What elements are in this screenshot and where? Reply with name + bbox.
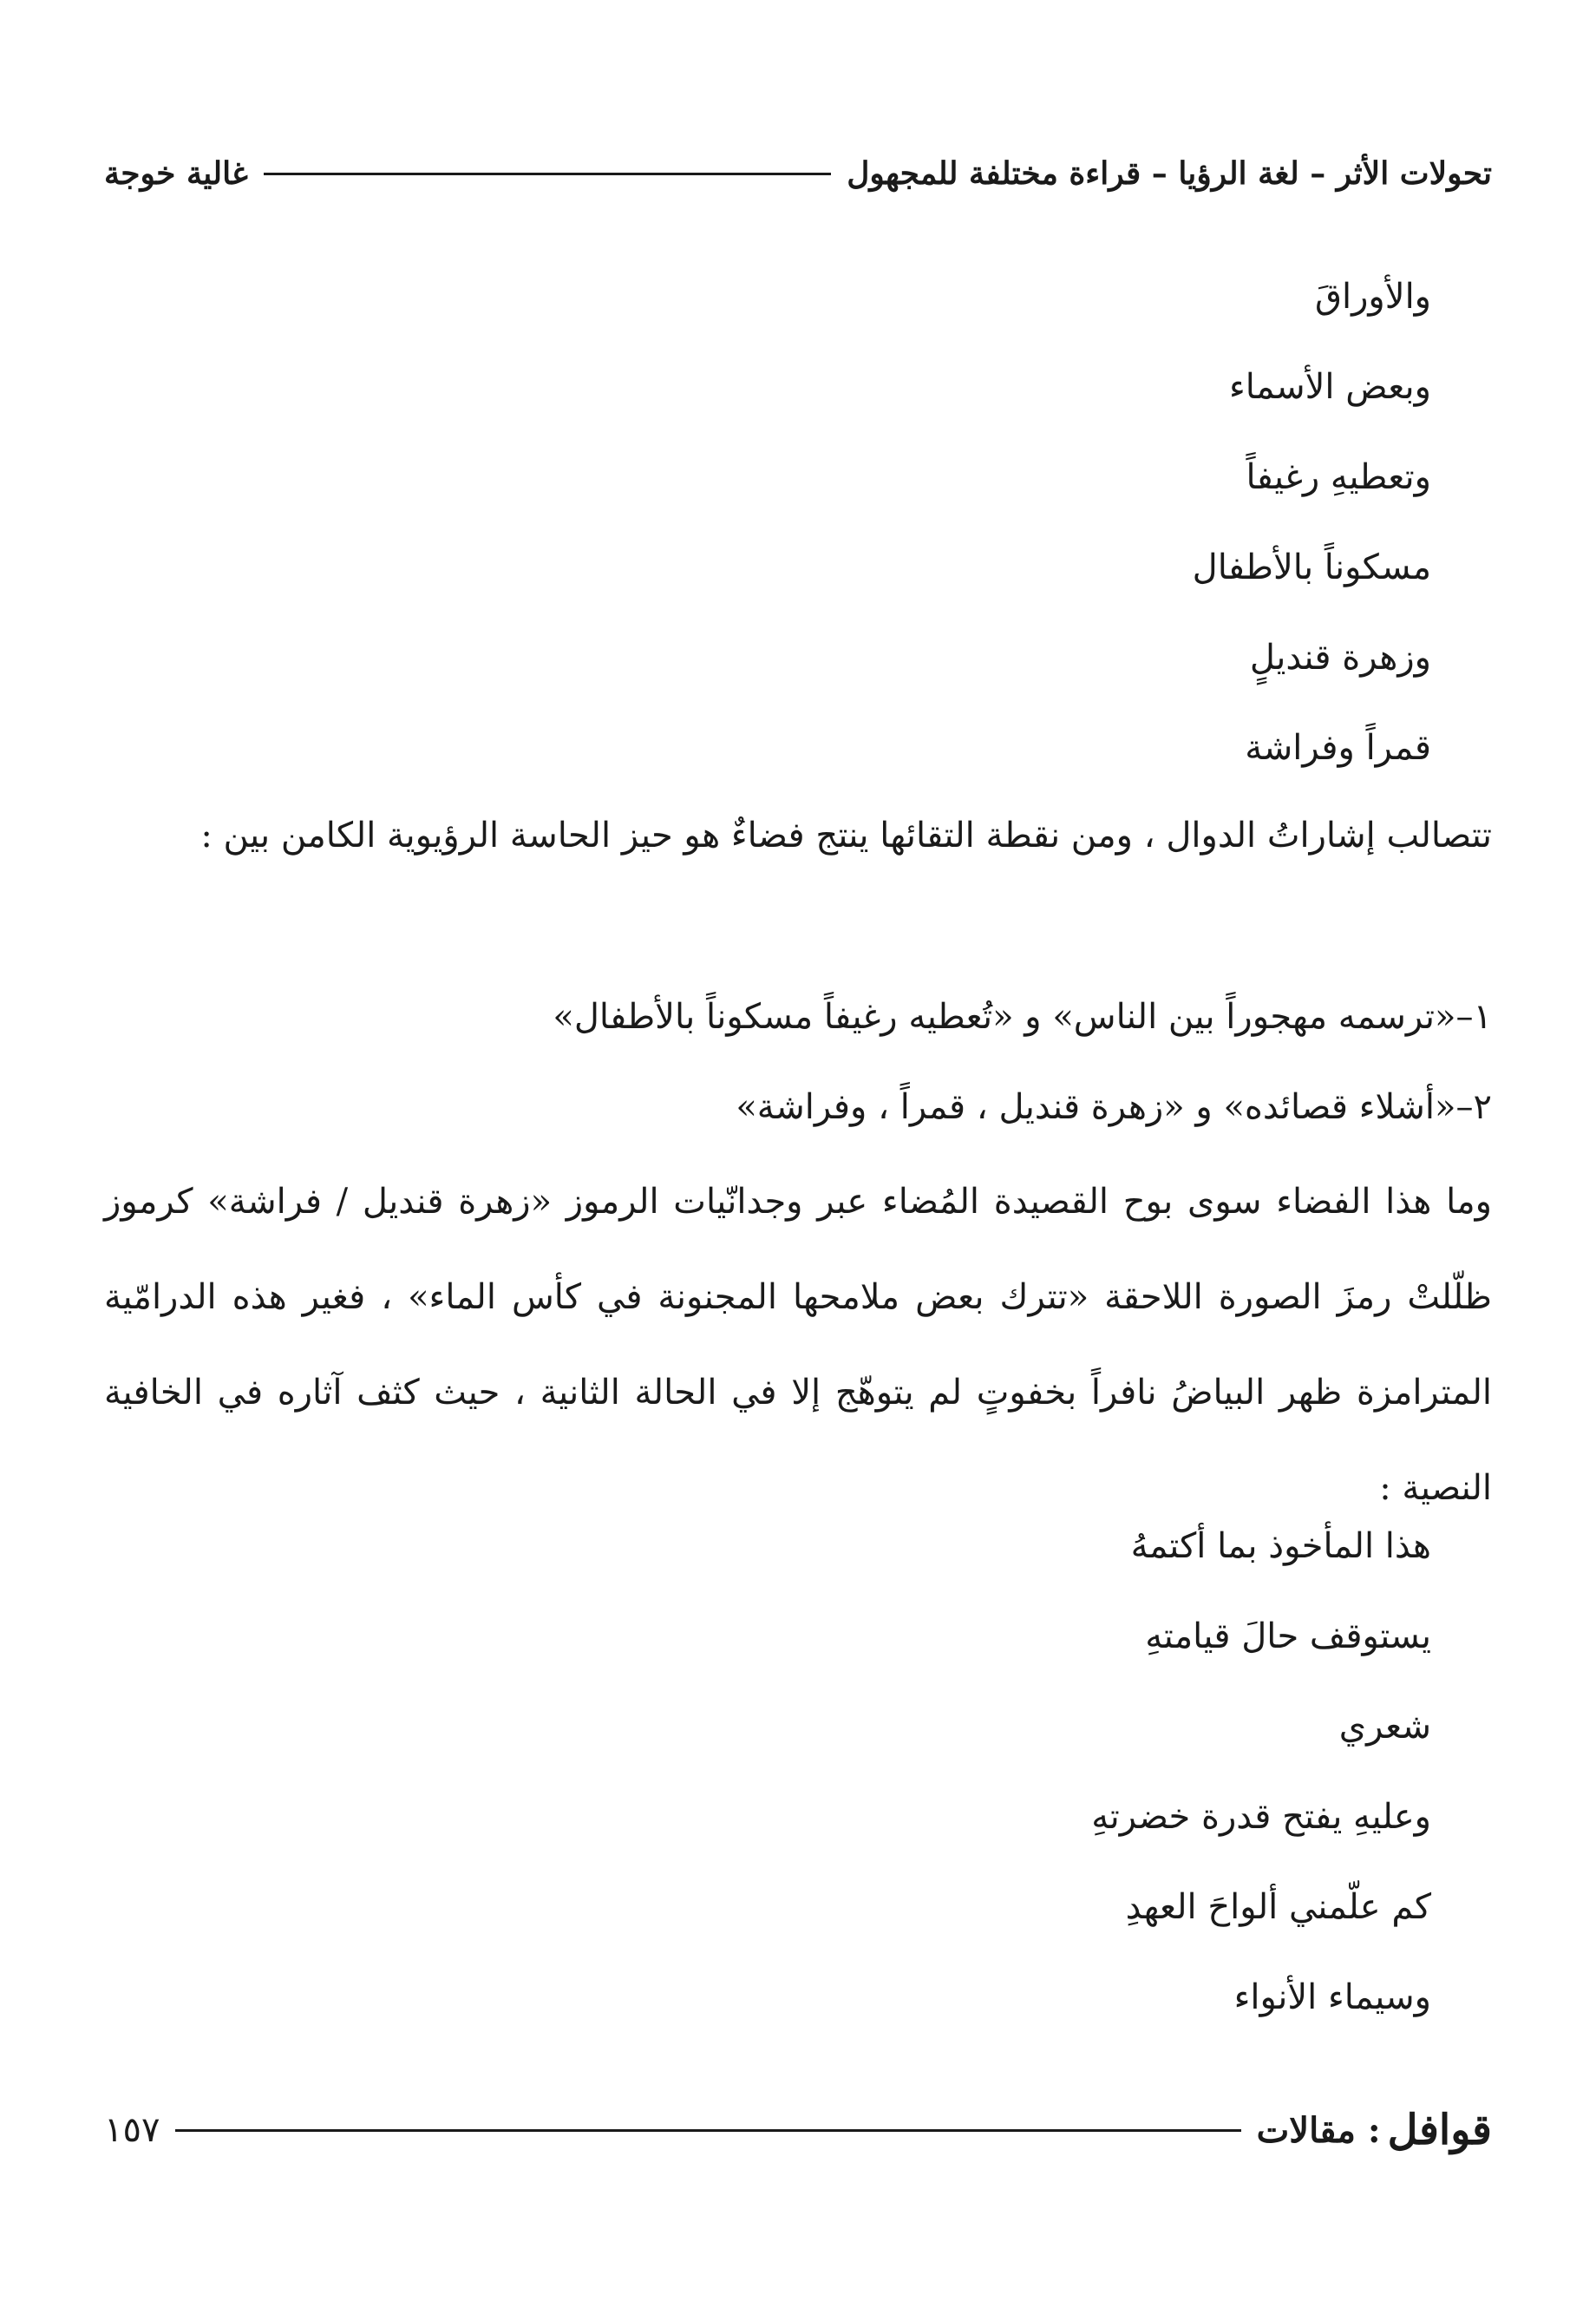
poem-block-2 [651, 1501, 1431, 2042]
page-number: ١٥٧ [104, 2110, 160, 2150]
poem-line: قمراً وفراشة [1245, 728, 1431, 768]
poem-line: وتعطيهِ رغيفاً [1246, 457, 1431, 497]
poem-line: وبعض الأسماء [1228, 367, 1431, 407]
page-footer [104, 2100, 1492, 2160]
page-header [104, 148, 1492, 200]
poem-line: مسكوناً بالأطفال [1192, 547, 1431, 587]
list-item: ١–«ترسمه مهجوراً بين الناس» و «تُعطيه رغيفاً مسكوناً بالأطفال» [553, 997, 1492, 1037]
poem-line: والأوراقَ [1314, 277, 1431, 317]
numbered-list [104, 972, 1492, 1152]
poem-line: وزهرة قنديلٍ [1249, 638, 1431, 678]
header-rule [264, 173, 831, 175]
paragraph-1: تتصالب إشاراتُ الدوال ، ومن نقطة التقائها ينتج فضاءٌ هو حيز الحاسة الرؤيوية الكامن بين : [200, 816, 1492, 856]
poem-line: هذا المأخوذ بما أكتمهُ [1130, 1526, 1431, 1566]
poem-block-1 [651, 252, 1431, 793]
footer-section: : مقالات [1256, 2109, 1381, 2151]
header-author: غالية خوجة [104, 155, 248, 192]
header-title: تحولات الأثر – لغة الرؤيا – قراءة مختلفة للمجهول [847, 155, 1492, 192]
poem-line: شعري [1338, 1707, 1431, 1747]
footer-rule [175, 2129, 1240, 2132]
poem-line: وسيماء الأنواء [1233, 1977, 1431, 2017]
poem-line: وعليهِ يفتح قدرة خضرتهِ [1091, 1797, 1431, 1837]
poem-line: كم علّمني ألواحَ العهدِ [1125, 1887, 1431, 1927]
footer-journal: قوافل [1387, 2106, 1492, 2154]
poem-line: يستوقف حالَ قيامتهِ [1145, 1616, 1431, 1656]
list-item: ٢–«أشلاء قصائده» و «زهرة قنديل ، قمراً ، وفراشة» [736, 1087, 1492, 1127]
paragraph-2: وما هذا الفضاء سوى بوح القصيدة المُضاء عبر وجدانّيات الرموز «زهرة قنديل / فراشة» كرموز ظلّلتْ رمزَ الصورة اللاحقة «تترك بعض ملامحها المجنونة في كأس الماء» ، فغير هذه الدرامّية المترامزة ظهر البياضُ نافراً بخفوتٍ لم يتوهّج إلا في الحالة الثانية ، حيث كثف آثاره في الخافية النصية : [104, 1182, 1492, 1508]
